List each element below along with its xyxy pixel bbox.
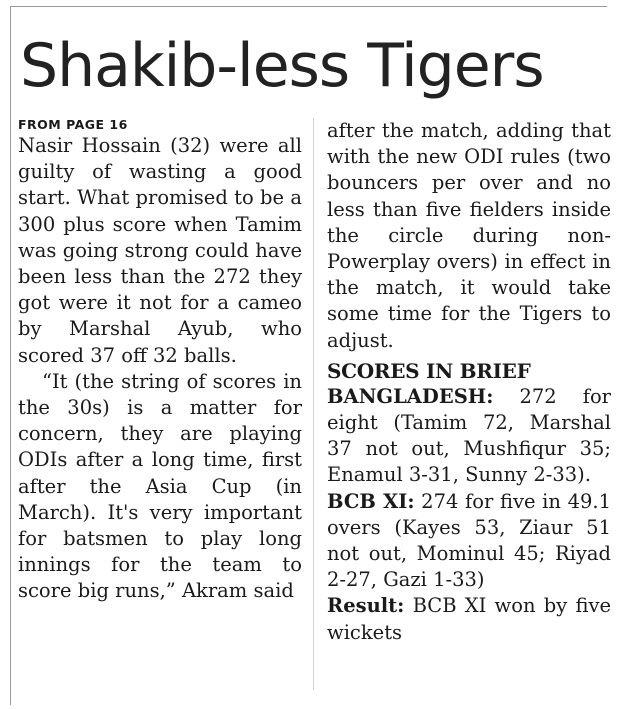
quote-paragraph: “It (the string of scores in the 30s) is a matter for concern, they are playing ODIs after a long time, first after the Asia Cup (in March). It's very important for batsmen to play long innings for the team to score big runs,” Akram said <box>18 369 302 603</box>
scores-heading: SCORES IN BRIEF <box>327 358 531 383</box>
right-column <box>327 118 611 646</box>
score-label: Result: <box>327 594 405 618</box>
score-bcb-xi <box>327 489 611 594</box>
score-result <box>327 593 611 645</box>
score-text: BCB XI won by five wickets <box>327 594 612 644</box>
column-divider <box>313 118 314 690</box>
continuation-tag: FROM PAGE 16 <box>18 117 128 132</box>
paragraph: Nasir Hossain (32) were all guilty of wasting a good start. What promised to be a 300 plus score when Tamim was going strong could have been less than the 272 they got were it not for a cameo by Marshal Ayub, who scored 37 off 32 balls. <box>18 134 302 367</box>
score-text: 272 for eight (Tamim 72, Marshal 37 not out, Mushfiqur 35; Enamul 3-31, Sunny 2-33). <box>327 384 612 487</box>
headline: Shakib-less Tigers <box>20 31 544 101</box>
score-label: BCB XI: <box>327 489 415 513</box>
score-label: BANGLADESH: <box>327 384 494 408</box>
score-text: 274 for five in 49.1 overs (Kayes 53, Ziaur 51 not out, Mominul 45; Riyad 2-27, Gazi 1-33) <box>327 489 611 592</box>
left-column <box>18 118 302 605</box>
score-bangladesh <box>327 384 611 489</box>
paragraph: after the match, adding that with the new ODI rules (two bouncers per over and no less than five fielders inside the circle during non-Powerplay overs) in effect in the match, it would take some time for the Tigers to adjust. <box>327 119 611 352</box>
